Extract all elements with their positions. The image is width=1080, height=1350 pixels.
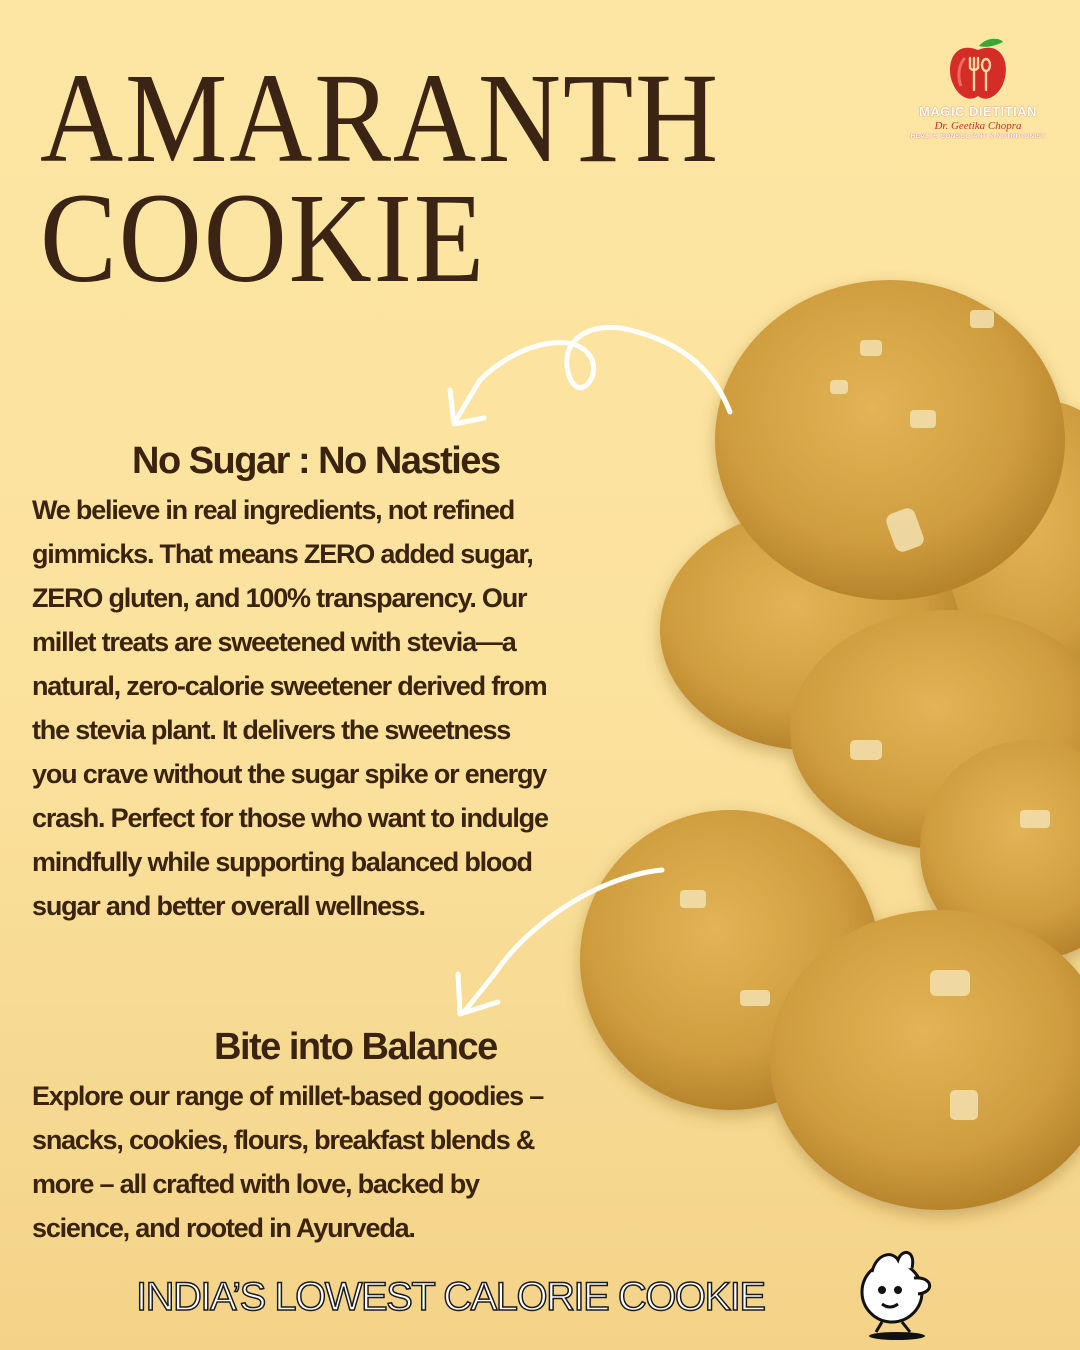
- title-line-2: COOKIE: [40, 167, 486, 309]
- body-line: snacks, cookies, flours, breakfast blends &: [32, 1125, 535, 1155]
- body-line: crash. Perfect for those who want to indulge: [32, 803, 548, 833]
- body-line: millet treats are sweetened with stevia—a: [32, 627, 516, 657]
- body-line: gimmicks. That means ZERO added sugar,: [32, 539, 533, 569]
- body-line: We believe in real ingredients, not refined: [32, 495, 515, 525]
- section-heading-bite-into-balance: Bite into Balance: [214, 1026, 497, 1068]
- brand-logo: [898, 36, 1058, 186]
- body-line: Explore our range of millet-based goodies –: [32, 1081, 544, 1111]
- body-line: ZERO gluten, and 100% transparency. Our: [32, 583, 527, 613]
- curly-arrow-2: [440, 862, 670, 1022]
- doctor-name: Dr. Geetika Chopra: [934, 120, 1022, 132]
- body-line: you crave without the sugar spike or energy: [32, 759, 547, 789]
- body-line: science, and rooted in Ayurveda.: [32, 1213, 415, 1243]
- body-line: sugar and better overall wellness.: [32, 891, 425, 921]
- curly-arrow-1: [440, 320, 740, 440]
- brand-name: MAGIC DIETITIAN: [919, 104, 1037, 119]
- title-line-1: AMARANTH: [40, 47, 721, 189]
- apple-fork-spoon-icon: [943, 36, 1013, 102]
- cookie-mascot-icon: [852, 1238, 942, 1342]
- body-line: mindfully while supporting balanced blood: [32, 847, 532, 877]
- page-title: [40, 47, 721, 309]
- body-line: natural, zero-calorie sweetener derived from: [32, 671, 547, 701]
- footer-tagline: INDIA’S LOWEST CALORIE COOKIE: [136, 1275, 765, 1319]
- brand-tagline: HEALTH CONSULTANT & NUTRITIONIST: [910, 133, 1046, 140]
- section-body-bite-into-balance: [32, 1074, 652, 1250]
- body-line: the stevia plant. It delivers the sweetness: [32, 715, 511, 745]
- body-line: more – all crafted with love, backed by: [32, 1169, 479, 1199]
- section-heading-no-sugar: No Sugar : No Nasties: [132, 440, 500, 482]
